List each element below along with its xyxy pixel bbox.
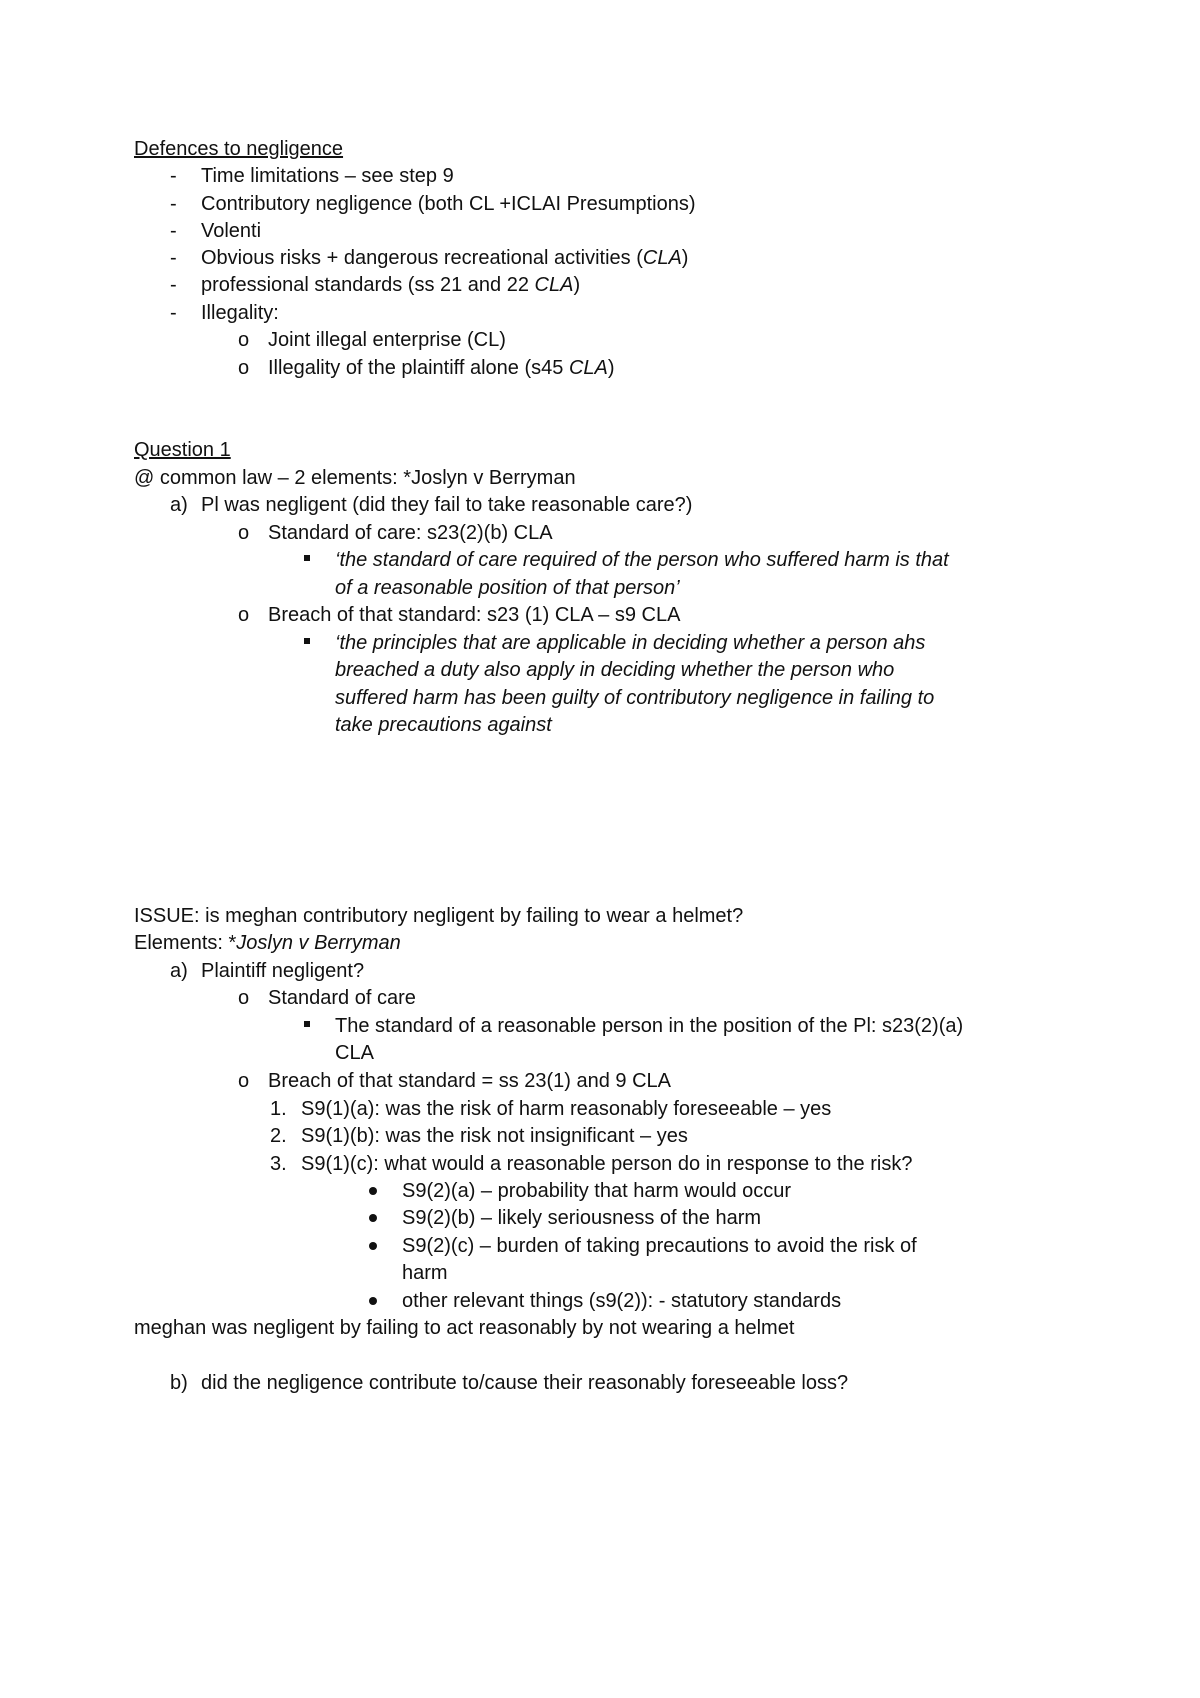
square-bullet-icon bbox=[304, 638, 310, 644]
statute-abbrev: CLA bbox=[534, 274, 574, 296]
list-item-tail: ) bbox=[607, 357, 615, 379]
element-b: did the negligence contribute to/cause their reasonably foreseeable loss? bbox=[201, 1372, 849, 1394]
letter-marker: a) bbox=[170, 960, 188, 982]
circle-marker: o bbox=[238, 1070, 250, 1092]
quote-line: suffered harm has been guilty of contributory negligence in failing to bbox=[335, 687, 935, 709]
section-heading-question-1: Question 1 bbox=[134, 439, 231, 461]
quote-line: ‘the standard of care required of the person who suffered harm is that bbox=[335, 549, 949, 571]
numbered-item: S9(1)(c): what would a reasonable person do in response to the risk? bbox=[301, 1153, 913, 1175]
circle-marker: o bbox=[238, 987, 250, 1009]
list-item bbox=[201, 245, 688, 271]
case-name: Joslyn v Berryman bbox=[236, 932, 401, 954]
issue-line: ISSUE: is meghan contributory negligent by failing to wear a helmet? bbox=[134, 905, 744, 927]
list-item: Volenti bbox=[201, 220, 262, 242]
section-heading-defences: Defences to negligence bbox=[134, 138, 344, 160]
quote-line: breached a duty also apply in deciding whether the person who bbox=[335, 659, 895, 681]
number-marker: 1. bbox=[270, 1098, 287, 1120]
elements-label: Elements: * bbox=[134, 932, 237, 954]
bullet-item: S9(2)(b) – likely seriousness of the harm bbox=[402, 1207, 762, 1229]
number-marker: 3. bbox=[270, 1153, 287, 1175]
list-item: Time limitations – see step 9 bbox=[201, 165, 454, 187]
numbered-item: S9(1)(b): was the risk not insignificant – yes bbox=[301, 1125, 688, 1147]
circle-marker: o bbox=[238, 522, 250, 544]
numbered-item: S9(1)(a): was the risk of harm reasonably foreseeable – yes bbox=[301, 1098, 832, 1120]
quote-line: ‘the principles that are applicable in deciding whether a person ahs bbox=[335, 632, 926, 654]
conclusion-line: meghan was negligent by failing to act reasonably by not wearing a helmet bbox=[134, 1317, 795, 1339]
circle-marker: o bbox=[238, 604, 250, 626]
list-item-text: Illegality of the plaintiff alone (s45 bbox=[268, 357, 569, 379]
dash-marker: - bbox=[170, 247, 177, 269]
statute-abbrev: CLA bbox=[642, 247, 682, 269]
bullet-item: other relevant things (s9(2)): - statutory standards bbox=[402, 1290, 842, 1312]
elements-line bbox=[134, 930, 401, 956]
standard-of-care: Standard of care bbox=[268, 987, 416, 1009]
circle-marker: o bbox=[238, 329, 250, 351]
number-marker: 2. bbox=[270, 1125, 287, 1147]
breach-of-standard: Breach of that standard = ss 23(1) and 9 CLA bbox=[268, 1070, 672, 1092]
element-a: Pl was negligent (did they fail to take reasonable care?) bbox=[201, 494, 693, 516]
breach-of-standard: Breach of that standard: s23 (1) CLA – s9 CLA bbox=[268, 604, 681, 626]
dash-marker: - bbox=[170, 274, 177, 296]
list-item-text: professional standards (ss 21 and 22 bbox=[201, 274, 535, 296]
letter-marker: a) bbox=[170, 494, 188, 516]
intro-line: @ common law – 2 elements: *Joslyn v Berryman bbox=[134, 467, 576, 489]
bullet-item-continued: harm bbox=[402, 1262, 448, 1284]
dash-marker: - bbox=[170, 302, 177, 324]
list-item: Illegality: bbox=[201, 302, 279, 324]
list-item-tail: ) bbox=[681, 247, 689, 269]
standard-line: The standard of a reasonable person in the position of the Pl: s23(2)(a) bbox=[335, 1015, 964, 1037]
statute-abbrev: CLA bbox=[568, 357, 608, 379]
quote-line: take precautions against bbox=[335, 714, 552, 736]
bullet-item: S9(2)(c) – burden of taking precautions to avoid the risk of bbox=[402, 1235, 917, 1257]
sub-list-item bbox=[268, 355, 615, 381]
bullet-dot-icon bbox=[369, 1242, 377, 1250]
letter-marker: b) bbox=[170, 1372, 188, 1394]
list-item-text: Obvious risks + dangerous recreational activities ( bbox=[201, 247, 643, 269]
dash-marker: - bbox=[170, 165, 177, 187]
standard-line: CLA bbox=[335, 1042, 374, 1064]
sub-list-item: Joint illegal enterprise (CL) bbox=[268, 329, 506, 351]
quote-line: of a reasonable position of that person’ bbox=[335, 577, 680, 599]
standard-of-care: Standard of care: s23(2)(b) CLA bbox=[268, 522, 553, 544]
square-bullet-icon bbox=[304, 1021, 310, 1027]
square-bullet-icon bbox=[304, 555, 310, 561]
dash-marker: - bbox=[170, 220, 177, 242]
element-a: Plaintiff negligent? bbox=[201, 960, 365, 982]
list-item bbox=[201, 272, 580, 298]
bullet-dot-icon bbox=[369, 1297, 377, 1305]
list-item-tail: ) bbox=[573, 274, 581, 296]
bullet-dot-icon bbox=[369, 1187, 377, 1195]
dash-marker: - bbox=[170, 193, 177, 215]
bullet-dot-icon bbox=[369, 1214, 377, 1222]
bullet-item: S9(2)(a) – probability that harm would occur bbox=[402, 1180, 792, 1202]
circle-marker: o bbox=[238, 357, 250, 379]
list-item: Contributory negligence (both CL +ICLAI Presumptions) bbox=[201, 193, 696, 215]
